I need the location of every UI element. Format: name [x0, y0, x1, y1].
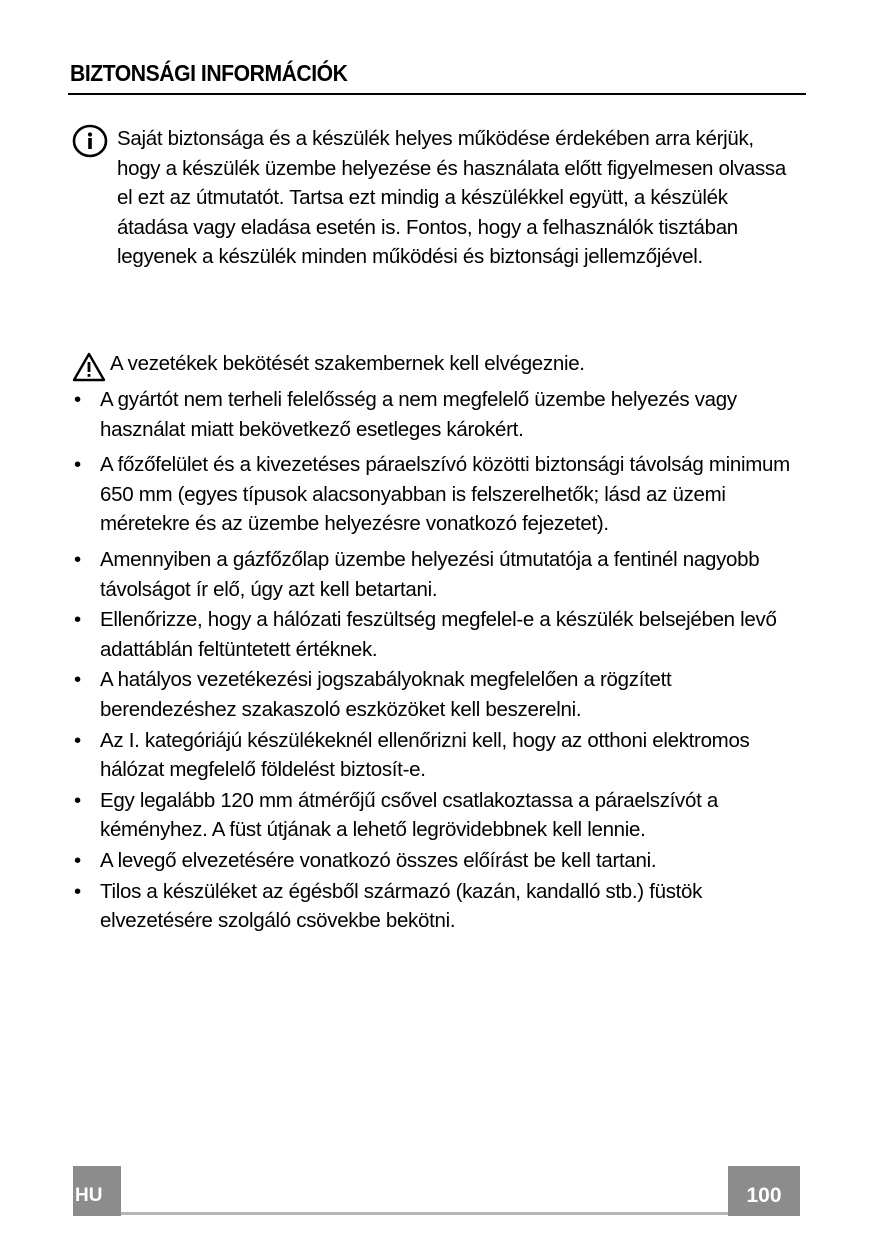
footer-divider	[121, 1212, 728, 1215]
info-icon	[72, 124, 108, 158]
list-item-text: Tilos a készüléket az égésből származó (kazán, kandalló stb.) füstök elvezetésére szolgáló csövekbe bekötni.	[100, 879, 703, 933]
bullet-mark: •	[74, 608, 81, 632]
page-title: BIZTONSÁGI INFORMÁCIÓK	[70, 60, 348, 86]
list-item-text: Egy legalább 120 mm átmérőjű csővel csatlakoztassa a páraelszívót a kéményhez. A füst útjának a lehető legrövidebbnek kell lennie.	[100, 788, 719, 842]
list-item	[72, 726, 792, 785]
list-item-text: A főzőfelület és a kivezetéses páraelszívó közötti biztonsági távolság minimum 650 mm (egyes típusok alacsonyabban is felszerelhetők; lásd az üzemi méretekre és az üzembe helyezésre vonatkozó fejezetet).	[100, 453, 790, 536]
list-item	[72, 786, 792, 845]
list-item	[72, 545, 792, 604]
warning-text: A vezetékek bekötését szakembernek kell elvégeznie.	[110, 352, 585, 375]
list-item-text: Ellenőrizze, hogy a hálózati feszültség megfelel-e a készülék belsejében levő adattáblán feltüntetett értéknek.	[100, 608, 777, 661]
bullet-mark: •	[74, 879, 81, 903]
list-item	[72, 877, 792, 936]
list-item-text: A hatályos vezetékezési jogszabályoknak megfelelően a rögzített berendezéshez szakaszoló eszközöket kell beszerelni.	[100, 668, 672, 721]
bullet-mark: •	[74, 388, 81, 411]
bullet-mark: •	[74, 668, 81, 692]
list-item-text: A levegő elvezetésére vonatkozó összes előírást be kell tartani.	[100, 848, 657, 872]
page-number: 100	[728, 1166, 800, 1216]
list-item	[72, 665, 792, 724]
bullet-mark: •	[74, 848, 81, 872]
list-item	[72, 450, 792, 539]
bullet-mark: •	[74, 547, 81, 571]
title-divider	[68, 93, 806, 95]
warning-icon	[72, 352, 106, 382]
bullet-mark: •	[74, 788, 81, 812]
list-item	[72, 385, 792, 444]
intro-text: Saját biztonsága és a készülék helyes működése érdekében arra kérjük, hogy a készülék üzembe helyezése és használata előtt figyelmesen olvassa el ezt az útmutatót. Tartsa ezt mindig a készülékkel együtt, a készülék átadása vagy eladása esetén is. Fontos, hogy a felhasználók tisztában legyenek a készülék minden működési és biztonsági jellemzőjével.	[117, 127, 786, 269]
bullet-mark: •	[74, 728, 81, 752]
safety-list	[72, 385, 792, 937]
bullet-mark: •	[74, 453, 81, 477]
list-item-text: A gyártót nem terheli felelősség a nem megfelelő üzembe helyezés vagy használat miatt bekövetkező esetleges károkért.	[100, 388, 737, 441]
list-item-text: Amennyiben a gázfőzőlap üzembe helyezési útmutatója a fentinél nagyobb távolságot ír elő, úgy azt kell betartani.	[100, 547, 760, 601]
list-item	[72, 846, 792, 876]
language-badge: HU	[73, 1166, 121, 1216]
intro-notice	[72, 124, 792, 272]
list-item	[72, 605, 792, 664]
list-item-text: Az I. kategóriájú készülékeknél ellenőrizni kell, hogy az otthoni elektromos hálózat megfelelő földelést biztosít-e.	[100, 728, 750, 782]
warning-notice	[72, 349, 792, 379]
